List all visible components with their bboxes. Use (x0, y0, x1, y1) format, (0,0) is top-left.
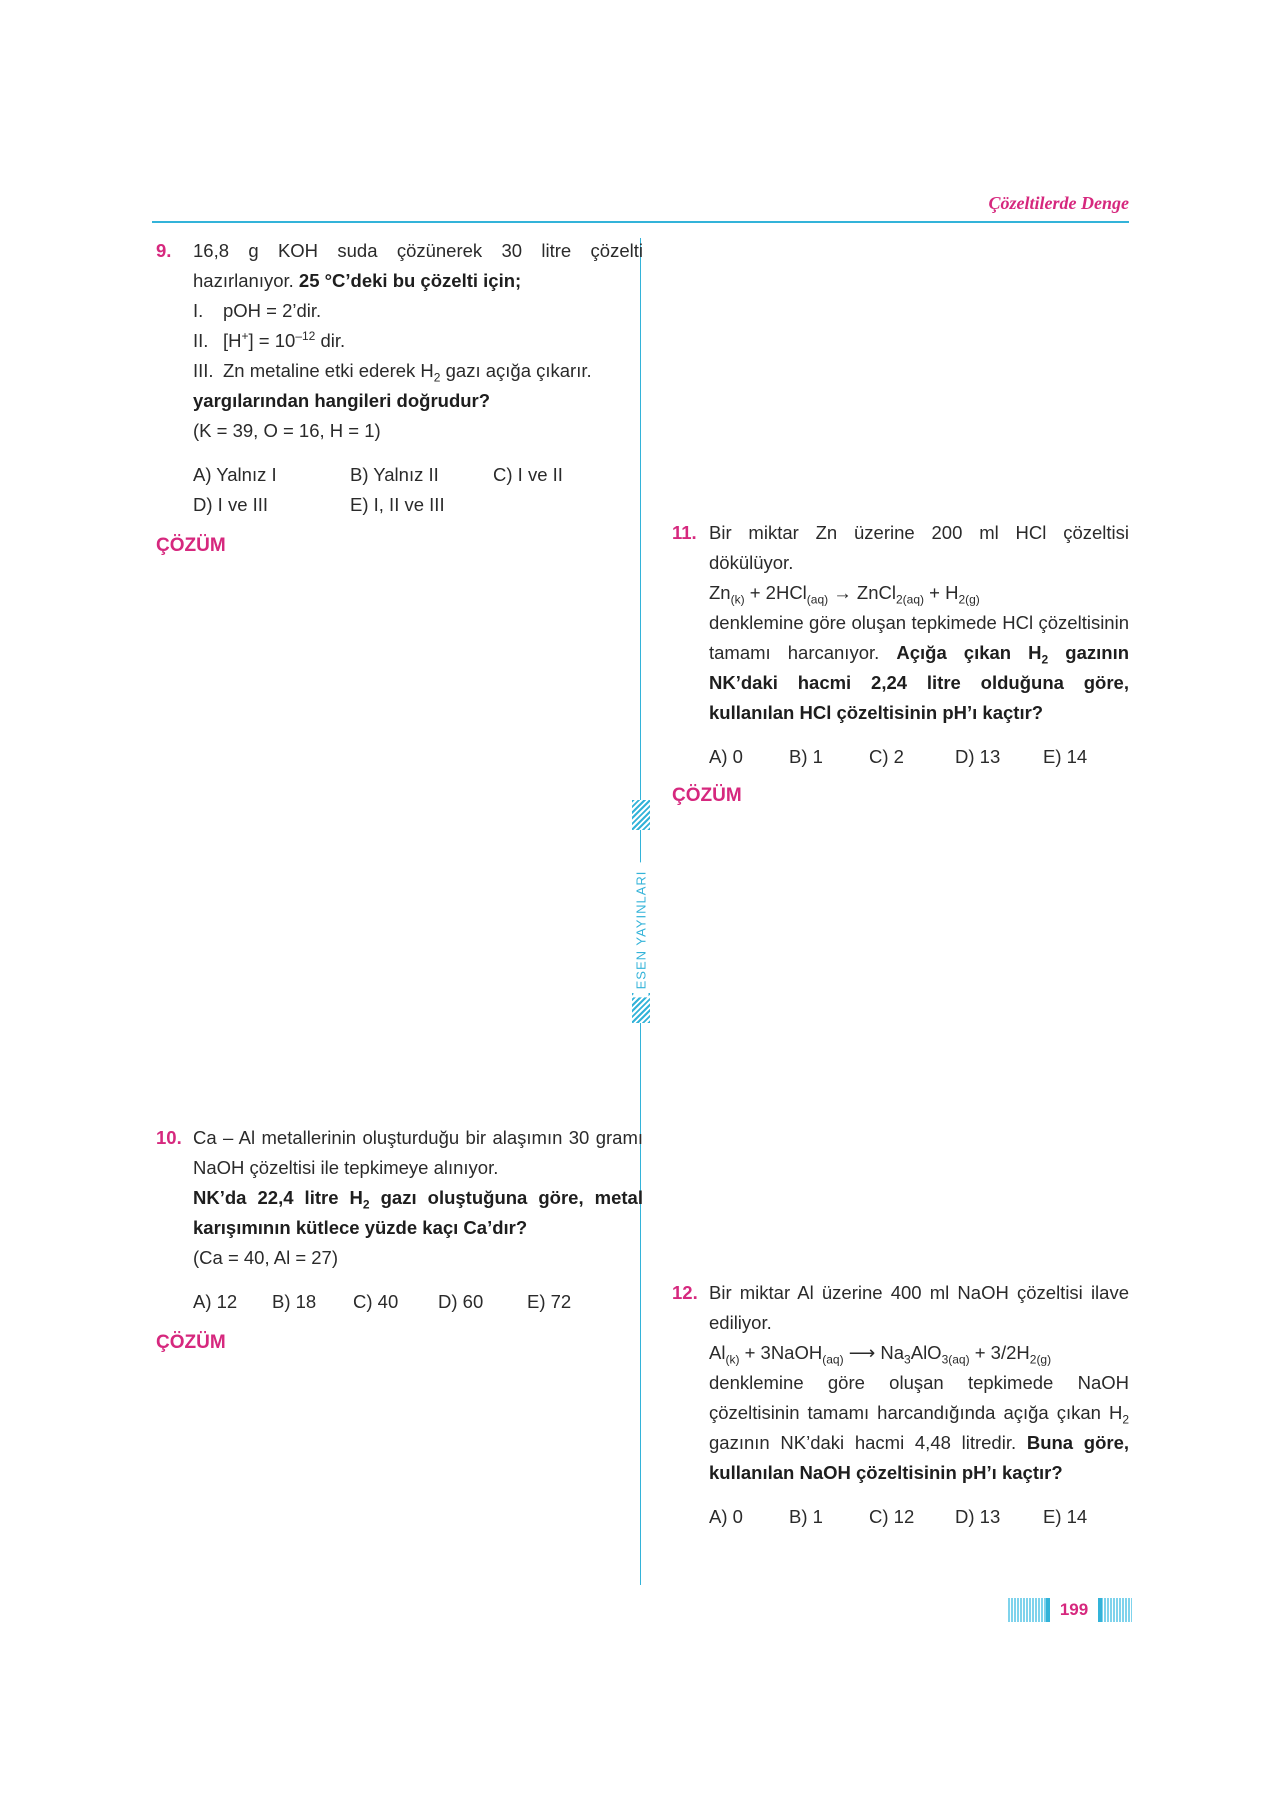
question-number: 12. (672, 1282, 698, 1303)
question-stem: Ca – Al metallerinin oluşturduğu bir alaşımın 30 gramı NaOH çözeltisi ile tepkimeye alınıyor. (193, 1127, 643, 1178)
page-header-title: Çözeltilerde Denge (988, 193, 1129, 213)
options-row (709, 1502, 1129, 1532)
option-c[interactable]: C) 40 (353, 1291, 399, 1312)
question-stem: Bir miktar Al üzerine 400 ml NaOH çözeltisi ilave ediliyor. (709, 1282, 1129, 1333)
question-12 (672, 1278, 1130, 1532)
option-e[interactable]: E) 14 (1043, 746, 1088, 767)
reaction-equation: $Al_{(k)}$ + 3NaOH$_{(aq)}$ ⟶ $Na_3AlO_{3(aq)} + 3/2H_{2(g)}$ (709, 1342, 1052, 1367)
question-9 (156, 236, 643, 520)
options-row-1 (193, 460, 643, 490)
question-number: 9. (156, 240, 172, 261)
statement-2: II. $[H^+] = 10^{-12}$ dir. (193, 328, 346, 351)
question-11 (672, 518, 1130, 772)
question-prompt: yargılarından hangileri doğrudur? (193, 390, 491, 411)
option-c[interactable]: C) 12 (869, 1506, 915, 1527)
question-condition: 25 °C’deki bu çözelti için; (298, 270, 522, 291)
question-stem: Bir miktar Zn üzerine 200 ml HCl çözeltisi dökülüyor. (709, 522, 1129, 573)
option-b[interactable]: B) 18 (272, 1291, 317, 1312)
header-divider (152, 221, 1129, 223)
option-d[interactable]: D) 60 (438, 1291, 484, 1312)
page-number-badge (1008, 1598, 1132, 1622)
option-a[interactable]: A) Yalnız I (193, 464, 277, 485)
options-row (709, 742, 1129, 772)
question-prompt: Açığa çıkan $H_2$ gazının NK’daki hacmi 2,24 litre olduğuna göre, kullanılan HCl çözeltisinin pH’ı kaçtır? (709, 642, 1130, 723)
question-context: denklemine göre oluşan tepkimede NaOH çözeltisinin tamamı harcandığında açığa çıkan $H_2$ gazının NK’daki hacmi 4,48 litredir. Buna göre, kullanılan NaOH çözeltisinin pH’ı kaçtır? (709, 1372, 1130, 1483)
question-stem: 16,8 g KOH suda çözünerek 30 litre çözelti hazırlanıyor. (193, 240, 643, 291)
option-b[interactable]: B) 1 (789, 1506, 823, 1527)
question-prompt: Buna göre, kullanılan NaOH çözeltisinin pH’ı kaçtır? (709, 1432, 1130, 1483)
option-e[interactable]: E) 14 (1043, 1506, 1088, 1527)
question-number: 10. (156, 1127, 182, 1148)
option-e[interactable]: E) 72 (527, 1291, 572, 1312)
decorative-hatch-bottom (632, 993, 650, 1023)
option-d[interactable]: D) 13 (955, 1506, 1001, 1527)
question-context: denklemine göre oluşan tepkimede HCl çözeltisinin tamamı harcanıyor. Açığa çıkan $H_2$ gazının NK’daki hacmi 2,24 litre olduğuna göre, kullanılan HCl çözeltisinin pH’ı kaçtır? (709, 612, 1130, 723)
option-a[interactable]: A) 0 (709, 1506, 743, 1527)
options-row-2 (193, 490, 643, 520)
decorative-hatch-top (632, 800, 650, 830)
option-c[interactable]: C) 2 (869, 746, 904, 767)
option-b[interactable]: B) 1 (789, 746, 823, 767)
given-values: (Ca = 40, Al = 27) (193, 1247, 339, 1268)
reaction-equation: $Zn_{(k)} + 2HCl_{(aq)}$ → ZnCl$_{2(aq)}$ + $H_{2(g)}$ (709, 582, 980, 607)
option-e[interactable]: E) I, II ve III (350, 494, 445, 515)
given-values: (K = 39, O = 16, H = 1) (193, 420, 381, 441)
option-a[interactable]: A) 12 (193, 1291, 238, 1312)
question-10 (156, 1123, 643, 1317)
option-a[interactable]: A) 0 (709, 746, 743, 767)
solution-label-q9: ÇÖZÜM (156, 535, 226, 556)
question-number: 11. (672, 522, 697, 543)
options-row (193, 1287, 643, 1317)
publisher-side-label: ESEN YAYINLARI (634, 863, 649, 998)
question-text (193, 236, 643, 296)
option-b[interactable]: B) Yalnız II (350, 464, 439, 485)
statement-3: III. Zn metaline etki ederek $H_2$ gazı açığa çıkarır. (193, 360, 592, 385)
question-prompt: NK’da 22,4 litre $H_2$ gazı oluştuğuna göre, metal karışımının kütlece yüzde kaçı Ca’dır? (193, 1187, 643, 1238)
solution-label-q10: ÇÖZÜM (156, 1332, 226, 1353)
page-number: 199 (1046, 1598, 1102, 1622)
option-c[interactable]: C) I ve II (493, 464, 563, 485)
statement-1: I. pOH = 2’dir. (193, 300, 322, 321)
option-d[interactable]: D) I ve III (193, 494, 269, 515)
option-d[interactable]: D) 13 (955, 746, 1001, 767)
solution-label-q11: ÇÖZÜM (672, 785, 742, 806)
